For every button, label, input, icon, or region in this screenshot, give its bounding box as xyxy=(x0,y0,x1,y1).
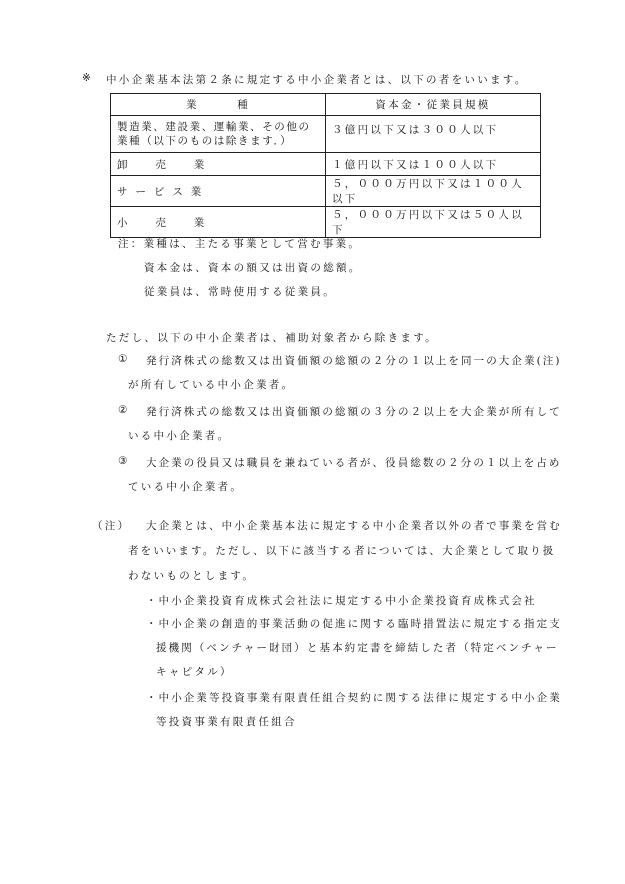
table-row xyxy=(111,207,541,238)
section-heading: 中小企業基本法第２条に規定する中小企業者とは、以下の者をいいます。 xyxy=(106,74,528,86)
table-row xyxy=(111,116,541,153)
exclusion-3-text: 大企業の役員又は職員を兼ねている者が、役員総数の２分の１以上を占め xyxy=(146,457,562,469)
exclusion-1-text-cont: が所有している中小企業者。 xyxy=(128,379,295,391)
scale-cell: １億円以下又は１００人以下 xyxy=(326,153,541,176)
exclusion-2-text-cont: いる中小企業者。 xyxy=(128,430,231,442)
note-mark: ※ xyxy=(82,72,94,84)
note-line-capital: 資本金は、資本の額又は出資の総額。 xyxy=(144,262,362,274)
table-row xyxy=(111,153,541,176)
scale-cell: ３億円以下又は３００人以下 xyxy=(326,116,541,153)
industry-cell: 小 売 業 xyxy=(111,207,326,238)
footnote-bullet-3-cont: 等投資事業有限責任組合 xyxy=(156,716,297,728)
footnote-line-3: わないものとします。 xyxy=(128,570,256,582)
footnote-line-2: 者をいいます。ただし、以下に該当する者については、大企業として取り扱 xyxy=(128,545,556,557)
industry-cell: 製造業、建設業、運輸業、その他の業種（以下のものは除きます．） xyxy=(111,116,326,153)
table-header-row xyxy=(111,94,541,116)
industry-cell: 卸 売 業 xyxy=(111,153,326,176)
exclusion-2-number: ② xyxy=(118,404,130,416)
industry-cell: サ ー ビ ス 業 xyxy=(111,176,326,207)
scale-cell: ５，０００万円以下又は１００人以下 xyxy=(326,176,541,207)
scale-cell: ５，０００万円以下又は５０人以下 xyxy=(326,207,541,238)
exclusion-1-text: 発行済株式の総数又は出資価額の総額の２分の１以上を同一の大企業(注) xyxy=(146,355,562,367)
exclusion-3-number: ③ xyxy=(118,455,130,467)
table-row xyxy=(111,176,541,207)
footnote-line-1: 大企業とは、中小企業基本法に規定する中小企業者以外の者で事業を営む xyxy=(146,520,562,532)
footnote-label: （注） xyxy=(92,520,131,532)
footnote-bullet-2-cont-2: キャピタル） xyxy=(156,666,233,678)
exclusions-intro: ただし、以下の中小企業者は、補助対象者から除きます。 xyxy=(106,332,438,344)
note-line-industry: 注：業種は、主たる事業として営む事業。 xyxy=(118,238,362,250)
column-header-industry: 業 種 xyxy=(111,94,326,116)
footnote-bullet-2: ・中小企業の創造的事業活動の促進に関する臨時措置法に規定する指定支 xyxy=(146,618,562,630)
footnote-bullet-2-cont: 援機関（ベンチャー財団）と基本約定書を締結した者（特定ベンチャー xyxy=(156,642,559,654)
exclusion-3-text-cont: ている中小企業者。 xyxy=(128,481,244,493)
column-header-scale: 資本金・従業員規模 xyxy=(326,94,541,116)
sme-definition-table xyxy=(110,93,541,238)
exclusion-1-number: ① xyxy=(118,353,130,365)
footnote-bullet-3: ・中小企業等投資事業有限責任組合契約に関する法律に規定する中小企業 xyxy=(146,692,562,704)
footnote-bullet-1: ・中小企業投資育成株式会社法に規定する中小企業投資育成株式会社 xyxy=(146,595,537,607)
exclusion-2-text: 発行済株式の総数又は出資価額の総額の３分の２以上を大企業が所有して xyxy=(146,406,562,418)
note-line-employees: 従業員は、常時使用する従業員。 xyxy=(144,286,336,298)
